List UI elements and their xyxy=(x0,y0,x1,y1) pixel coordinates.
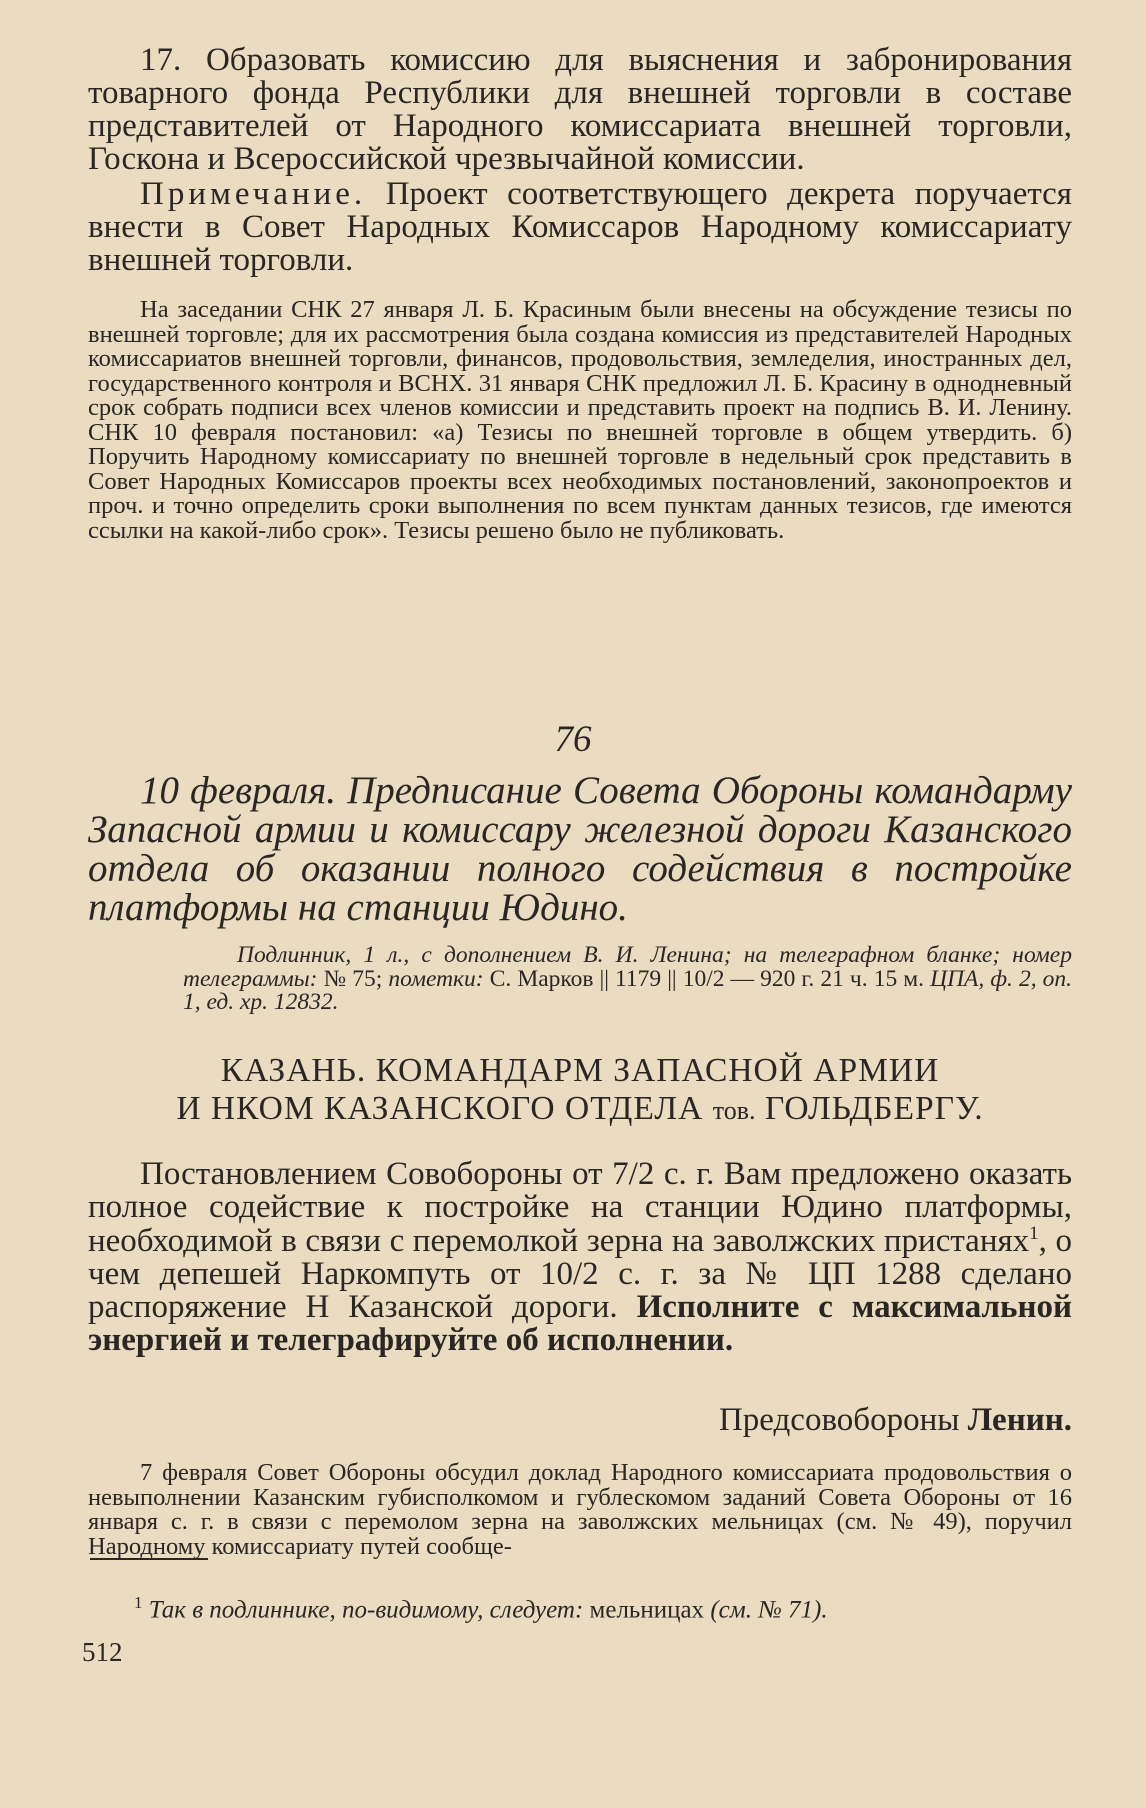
provenance-part-1: Подлинник, 1 л., с дополнением В. И. Ленина; на телеграфном бланке; номер телеграммы: xyxy=(183,942,1072,992)
page-number: 512 xyxy=(82,1637,123,1667)
editorial-note-thesis: На заседании СНК 27 января Л. Б. Красиным были внесены на обсуждение тезисы по внешней торговле; для их рассмотрения была создана комиссия из представителей Народных комиссариатов внешней торговли, финансов, продовольствия, земледелия, иностранных дел, государственного контроля и ВСНХ. 31 января СНК предложил Л. Б. Красину в однодневный срок собрать подписи всех членов комиссии и представить проект на подпись В. И. Ленину. СНК 10 февраля постановил: «а) Тезисы по внешней торговле в общем утвердить. б) Поручить Народному комиссариату по внешней торговле в недельный срок представить в Совет Народных Комиссаров проекты всех необходимых постановлений, законопроектов и проч. и точно определить сроки выполнения по всем пунктам данных тезисов, где имеются ссылки на какой-либо срок». Тезисы решено было не публиковать. xyxy=(88,296,1072,544)
provenance-marks: С. Марков || 1179 || 10/2 — 920 г. 21 ч. 15 м. xyxy=(489,965,925,992)
document-title: 10 февраля. Предписание Совета Обороны командарму Запасной армии и комиссару железной дороги Казанского отдела об оказании полного содействия в постройке платформы на станции Юдино. xyxy=(88,769,1072,929)
provenance-archive-ref: ЦПА, ф. 2, оп. 1, ед. хр. 12832. xyxy=(183,965,1073,1015)
addressee-recipient: И НКОМ КАЗАНСКОГО ОТДЕЛА xyxy=(176,1089,704,1127)
addressee-comrade: тов. xyxy=(712,1095,756,1125)
archival-provenance xyxy=(88,944,1072,1015)
addressee-line-1: КАЗАНЬ. КОМАНДАРМ ЗАПАСНОЙ АРМИИ xyxy=(220,1052,940,1089)
signature-name: Ленин. xyxy=(967,1402,1072,1438)
item-17-text: 17. Образовать комиссию для выяснения и забронирования товарного фонда Республики для внешней торговли в составе представителей от Народного комиссариата внешней торговли, Госкона и Всероссийской чрезвычайной комиссии. xyxy=(88,42,1072,177)
addressee-line-2 xyxy=(88,1090,1072,1128)
provenance-telegram-number: № 75; xyxy=(323,965,383,992)
document-number: 76 xyxy=(554,719,592,760)
signature-title: Предсовобороны xyxy=(718,1402,960,1438)
note-text: Проект соответствующего декрета поручается внести в Совет Народных Комиссаров Народному комиссариату внешней торговли. xyxy=(88,176,1072,278)
telegram-body-text-2: , о чем депешей Наркомпуть от 10/2 с. г. за № ЦП 1288 сделано распоряжение Н Казанской дороги. xyxy=(88,1223,1072,1325)
footnote-divider xyxy=(90,1558,208,1560)
item-17-paragraph xyxy=(88,44,1072,176)
footnote-text-2: (см. № 71). xyxy=(710,1596,828,1624)
footnote xyxy=(134,1593,828,1624)
telegram-body xyxy=(88,1158,1072,1357)
provenance-part-2: пометки: xyxy=(388,965,484,992)
footnote-word: мельницах xyxy=(589,1596,705,1624)
telegram-addressee xyxy=(88,1052,1072,1127)
note-label: Примечание. xyxy=(140,176,367,212)
footnote-reference: 1 xyxy=(1029,1223,1039,1244)
editorial-note-defense-council: 7 февраля Совет Обороны обсудил доклад Народного комиссариата продовольствия о невыполнении Казанским губисполкомом и гублескомом заданий Совета Обороны от 16 января с. г. в связи с перемолом зерна на заволжских мельницах (см. № 49), поручил Народному комиссариату путей сообще- xyxy=(88,1459,1072,1560)
footnote-text-1: Так в подлиннике, по-видимому, следует: xyxy=(148,1596,584,1624)
telegram-body-text-1: Постановлением Совобороны от 7/2 с. г. Вам предложено оказать полное содействие к постройке на станции Юдино платформы, необходимой в связи с перемолкой зерна на заволжских пристанях xyxy=(88,1156,1072,1259)
signature xyxy=(719,1402,1072,1439)
item-17-note xyxy=(88,178,1072,277)
addressee-surname: ГОЛЬДБЕРГУ. xyxy=(764,1089,984,1127)
lenin-addition: Исполните с максимальной энергией и телеграфируйте об исполнении. xyxy=(88,1289,1072,1358)
footnote-mark: 1 xyxy=(134,1593,143,1612)
